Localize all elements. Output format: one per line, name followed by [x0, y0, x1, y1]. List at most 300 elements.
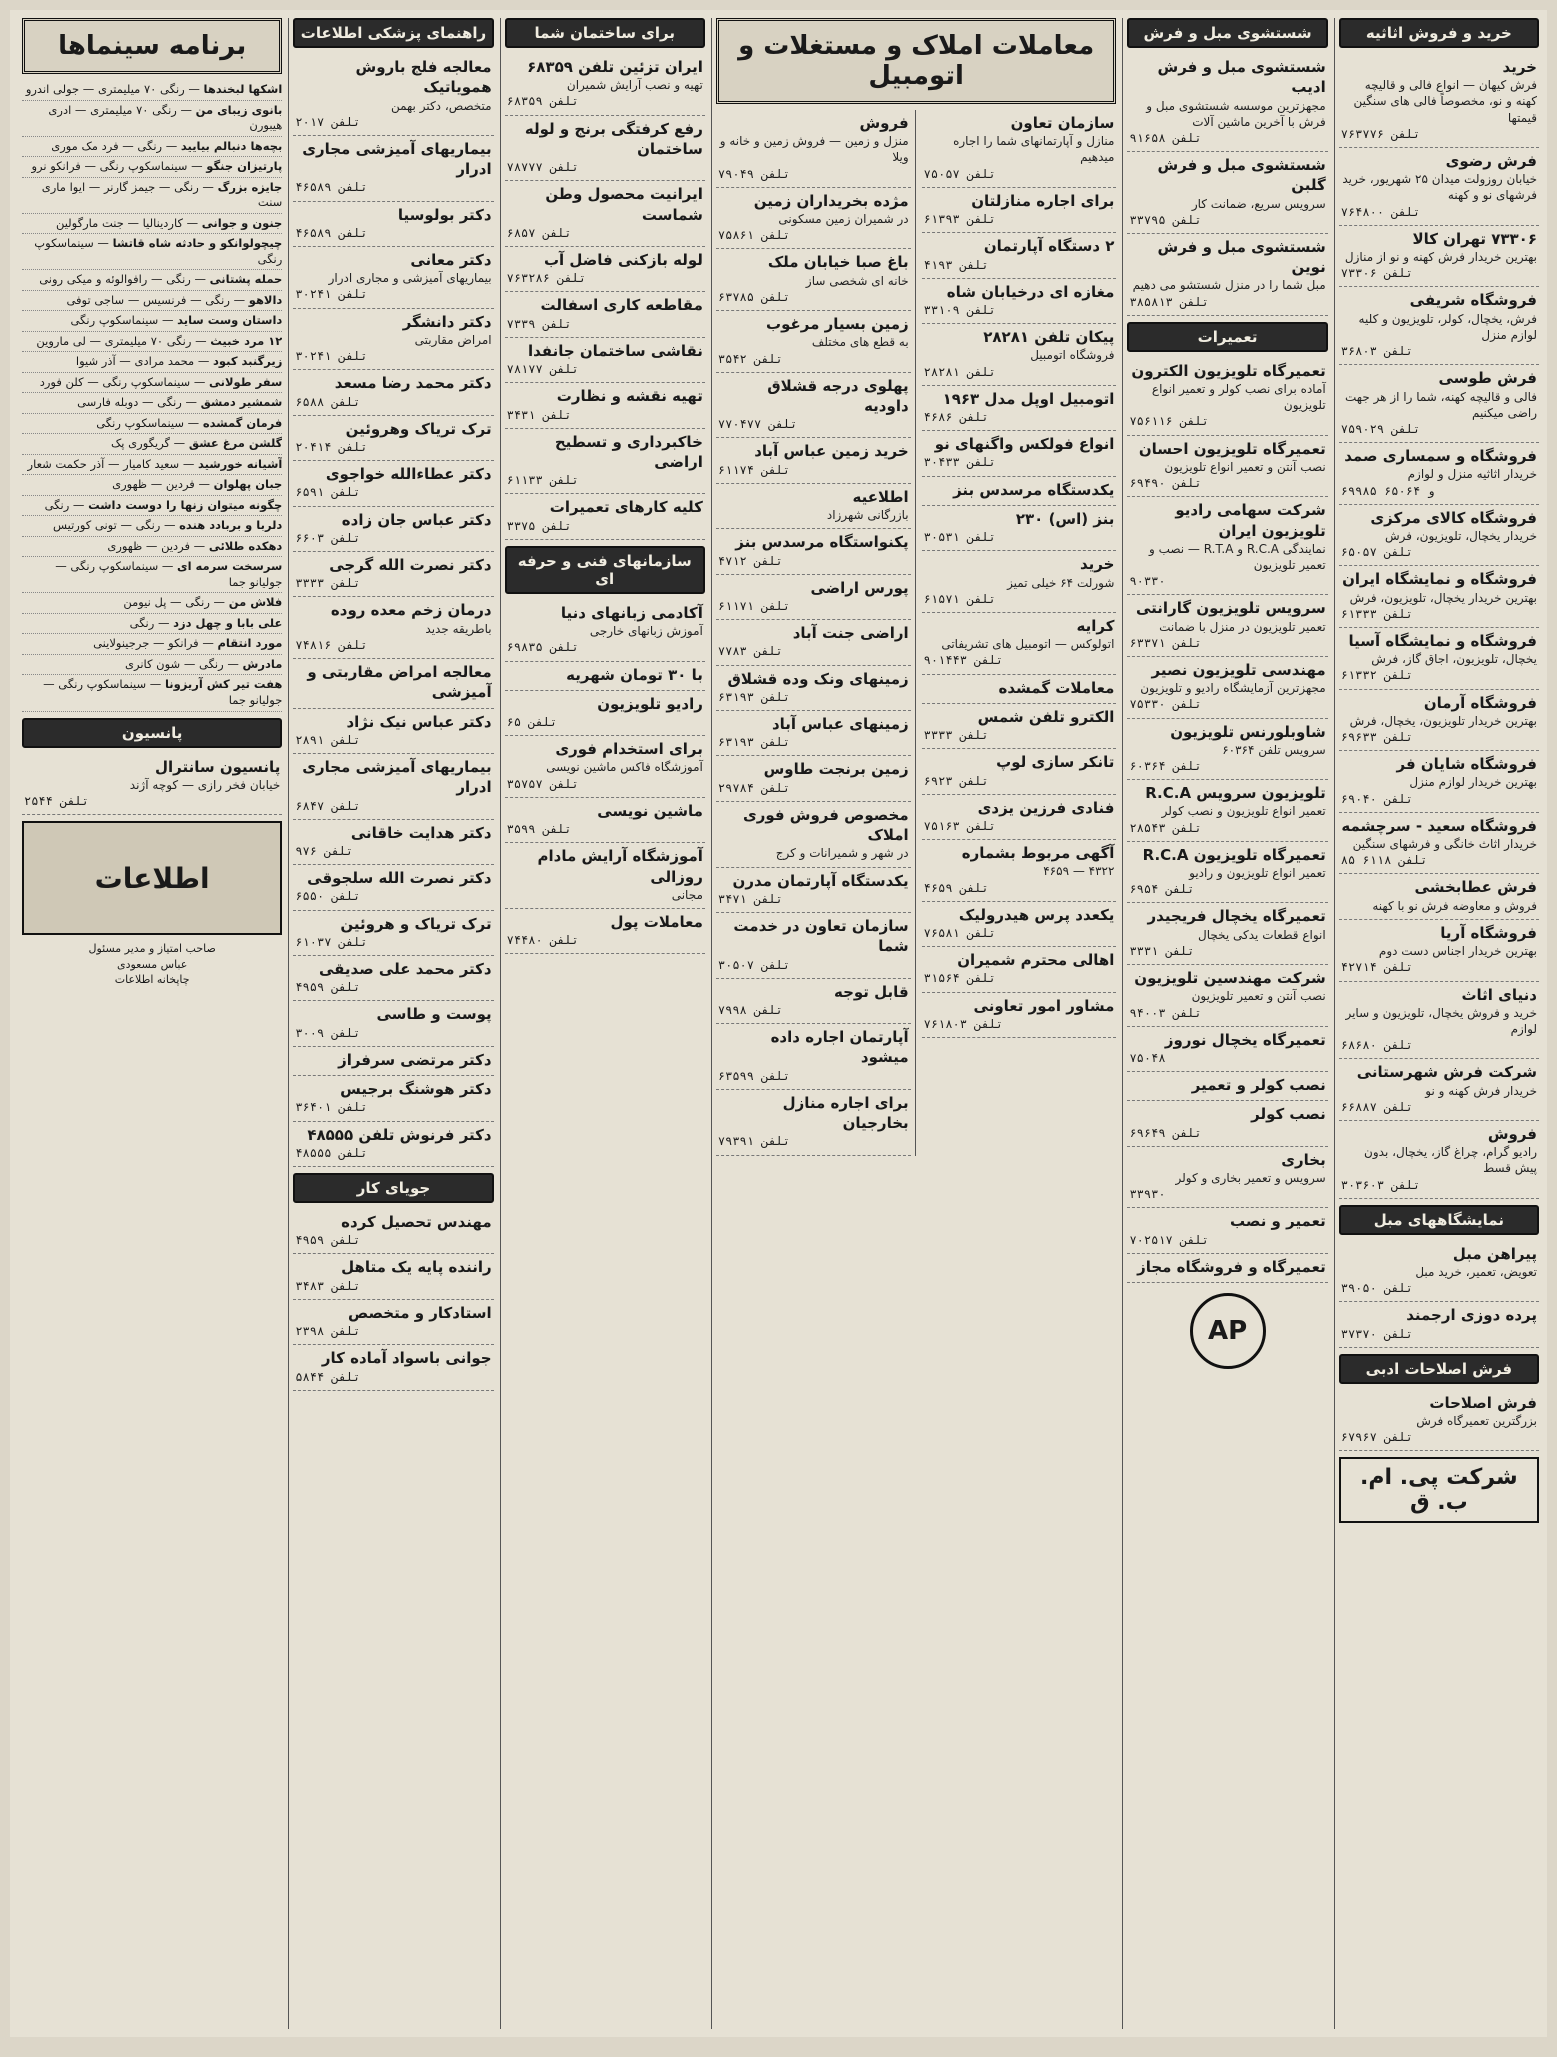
ad-title: فروشگاه شریفی — [1409, 291, 1537, 310]
ad-phone: تلفن ۶۹۲۳ — [923, 773, 989, 788]
ad-body: انواع قطعات یدکی یخچال — [1198, 927, 1326, 942]
cinema-listing — [22, 634, 282, 655]
ad-phone: تلفن ۲۳۹۸ — [295, 1324, 361, 1339]
film-info: — کاردینالیا — جنت مارگولین — [55, 215, 202, 230]
section-header-cleaning: شستشوی مبل و فرش — [1127, 18, 1327, 48]
ad-phone: تلفن ۶۱۰۳۷ — [295, 934, 368, 949]
ad-title: تعمیرگاه و فروشگاه مجاز — [1137, 1257, 1326, 1276]
ad-phone: تلفن ۶۳۱۹۳ — [717, 689, 791, 704]
classified-ad — [293, 136, 493, 202]
ad-phone: تلفن ۶۵۹۱ — [295, 485, 361, 500]
ad-phone: تلفن ۷۷۸۳ — [717, 644, 783, 659]
film-title: فرمان گمشده — [202, 415, 283, 430]
classified-ad — [1127, 436, 1327, 498]
ad-body: آماده برای نصب کولر و تعمیر انواع تلویزیون — [1151, 382, 1326, 413]
classified-ad — [293, 1209, 493, 1254]
ad-title: پیراهن مبل — [1452, 1244, 1537, 1263]
film-info: — سینماسکوپ رنگی — کلن فورد — [39, 374, 210, 389]
ad-phone: ۶۹۹۸۵ و ۶۵۰۶۴ — [1340, 483, 1435, 498]
classified-ad — [1339, 54, 1539, 148]
classified-ad — [505, 600, 705, 662]
film-title: جبان پهلوان — [213, 477, 283, 492]
film-title: حمله پشتانی — [209, 272, 283, 287]
classified-ad — [1339, 1121, 1539, 1199]
film-info: — فردین — ظهوری — [107, 538, 209, 553]
ad-body: خانه ای شخصی ساز — [805, 273, 909, 288]
ap-logo-icon: AP — [1190, 1293, 1266, 1369]
ad-phone: تلفن ۶۱۱۷۱ — [717, 598, 791, 613]
film-title: اشکها لبخندها — [203, 82, 283, 96]
ad-phone: تلفن ۴۹۵۹ — [295, 1233, 361, 1248]
film-info: — سینماسکوپ رنگی — جولیانو جما — [43, 677, 283, 707]
cinema-listing — [22, 80, 282, 101]
section-header-furniture: خرید و فروش اثاثیه — [1339, 18, 1539, 48]
classified-ad — [505, 736, 705, 798]
ad-title: فرش اصلاحات — [1429, 1393, 1537, 1412]
ad-title: پوست و طاسی — [376, 1005, 492, 1024]
classified-ad — [922, 947, 1117, 992]
ad-title: فروشگاه سعید - سرچشمه — [1341, 816, 1537, 835]
ad-phone: تلفن ۷۹۹۸ — [717, 1002, 783, 1017]
classified-ad — [1127, 152, 1327, 234]
cinema-listing — [22, 516, 282, 537]
ad-title: ترک تریاک و هروئین — [340, 914, 492, 933]
ad-title: زمین بسیار مرغوب — [766, 315, 909, 334]
ad-phone: تلفن ۳۳۷۹۵ — [1129, 212, 1202, 227]
ad-phone: تلفن ۳۳۳۳ — [295, 576, 361, 591]
cinema-listing — [22, 178, 282, 214]
ad-phone: تلفن ۷۳۳۰۶ — [1340, 266, 1413, 281]
cinema-listing — [22, 234, 282, 270]
film-info: — سینماسکوپ رنگی — [34, 236, 283, 266]
ad-body: بازرگانی شهرزاد — [826, 508, 909, 523]
ad-phone: تلفن ۷۳۳۹ — [506, 316, 572, 331]
ad-phone: تلفن ۳۰۲۴۱ — [295, 287, 368, 302]
ad-phone: تلفن ۶۱۱۸ ۸۵ — [1340, 853, 1428, 868]
section-header-vocational: سازمانهای فنی و حرفه ای — [505, 546, 705, 594]
ad-phone: تلفن ۶۳۱۹۳ — [717, 735, 791, 750]
ad-phone: تلفن ۳۳۷۵ — [506, 518, 572, 533]
classified-ad — [505, 843, 705, 909]
classified-ad — [716, 1090, 911, 1156]
ad-phone: تلفن ۴۶۵۹ — [923, 880, 989, 895]
ad-title: نقاشی ساختمان جانفدا — [527, 341, 703, 360]
ad-title: معالجه امراض مقاربتی و آمیزشی — [307, 663, 492, 702]
ad-title: دکتر هوشنگ برجیس — [340, 1080, 492, 1099]
ad-title: تعمیرگاه تلویزیون R.C.A — [1142, 845, 1326, 864]
ad-phone: تلفن ۵۸۴۴ — [295, 1369, 361, 1384]
ad-phone: تلفن ۶۸۴۷ — [295, 798, 361, 813]
ad-body: شورلت ۶۴ خیلی تمیز — [1007, 575, 1115, 590]
ad-body: تعمیر انواع تلویزیون و رادیو — [1189, 866, 1326, 881]
ad-phone: تلفن ۲۸۹۱ — [295, 732, 361, 747]
ad-title: دکتر هدایت خاقانی — [350, 823, 492, 842]
ad-list — [293, 1209, 493, 1391]
ad-phone: تلفن ۳۳۱۰۹ — [923, 302, 996, 317]
ad-body: بهترین خریدار یخچال، تلویزیون، فرش — [1349, 590, 1537, 605]
ad-title: استادکار و متخصص — [348, 1303, 492, 1322]
ad-phone: تلفن ۹۴۰۰۳ — [1129, 1005, 1202, 1020]
ad-title: برای استخدام فوری — [555, 740, 703, 759]
film-info: — رنگی — فرنسیس — ساجی توفی — [66, 292, 249, 307]
film-title: گلشن مرغ عشق — [188, 436, 283, 451]
ad-body: فرش کیهان — انواع فالی و قالیچه کهنه و نو، مخصوصاً فالی های سنگین قیمتها — [1353, 78, 1537, 125]
ad-title: تهیه نقشه و نظارت — [556, 387, 703, 406]
ad-title: مخصوص فروش فوری املاک — [742, 805, 909, 845]
ad-title: دکتر عباس نیک نژاد — [346, 712, 492, 731]
ad-phone: تلفن ۶۹۶۳۳ — [1340, 730, 1413, 744]
ad-phone: تلفن ۳۳۳۱ — [1129, 943, 1195, 958]
ad-title: کرایه — [1076, 616, 1115, 635]
classified-ad — [1127, 1147, 1327, 1209]
ad-title: انواع فولکس واگنهای نو — [934, 435, 1115, 454]
cinema-listing — [22, 291, 282, 312]
classified-ad — [1127, 54, 1327, 152]
classified-ad — [922, 188, 1117, 233]
ad-phone: تلفن ۷۴۸۱۶ — [295, 637, 368, 652]
ad-phone: تلفن ۷۶۳۷۷۶ — [1340, 126, 1421, 141]
ad-body: خریدار فرش کهنه و نو — [1425, 1083, 1537, 1098]
ad-phone: تلفن ۷۹۳۹۱ — [717, 1134, 791, 1149]
ad-title: دکتر محمد رضا مسعد — [334, 374, 492, 393]
cinema-listing — [22, 455, 282, 476]
film-info: — رنگی — فرد مک موری — [51, 138, 181, 153]
ad-phone: تلفن ۴۶۵۸۹ — [295, 180, 368, 195]
ad-title: ایران تزئین تلفن ۶۸۳۵۹ — [527, 58, 703, 76]
classified-ad — [1127, 1072, 1327, 1101]
cinema-listing — [22, 537, 282, 558]
classified-ad — [1127, 358, 1327, 436]
ad-phone: تلفن ۶۸۵۷ — [506, 225, 572, 240]
classified-ad — [922, 506, 1117, 551]
ad-phone: تلفن ۳۶۴۰۱ — [295, 1100, 368, 1115]
ad-phone: تلفن ۶۳۵۹۹ — [717, 1068, 791, 1083]
ad-phone: تلفن ۶۸۳۵۹ — [506, 94, 579, 109]
cinema-listing — [22, 414, 282, 435]
cinema-listing — [22, 614, 282, 635]
classified-ad — [716, 373, 911, 439]
cinema-listing — [22, 137, 282, 158]
ad-phone: تلفن ۳۰۲۴۱ — [295, 349, 368, 364]
ad-body: خیابان فخر رازی — کوچه آژند — [129, 777, 281, 792]
ad-phone: ۷۵۰۴۸ — [1129, 1050, 1166, 1065]
ad-phone: تلفن ۷۸۱۷۷ — [506, 362, 579, 377]
ad-title: تعمیرگاه تلویزیون احسان — [1138, 439, 1326, 458]
column-medical — [288, 18, 493, 2029]
ad-phone: تلفن ۳۹۰۵۰ — [1340, 1281, 1413, 1296]
classified-ad — [1127, 842, 1327, 904]
film-title: جایزه بزرگ — [217, 179, 283, 194]
ad-phone: تلفن ۴۱۹۳ — [923, 257, 989, 272]
ad-title: پهلوی درجه قشلاق داودیه — [767, 376, 909, 415]
film-info: — محمد مرادی — آذر شیوا — [75, 354, 214, 369]
company-stamp: شرکت پی. ام. ب. ق — [1339, 1457, 1539, 1523]
classified-ad — [1339, 566, 1539, 628]
classified-ad — [293, 820, 493, 865]
classified-ad — [293, 754, 493, 820]
film-info: — رنگی — [129, 615, 174, 630]
section-header-job-seekers: جویای کار — [293, 1173, 493, 1203]
classified-ad — [293, 552, 493, 597]
classified-ad — [922, 902, 1117, 947]
ad-body: بیماریهای آمیزشی و مجاری ادرار — [328, 271, 492, 286]
ad-phone: تلفن ۲۸۵۴۳ — [1129, 820, 1202, 835]
ad-title: ماشین نویسی — [597, 801, 703, 820]
film-title: جنون و جوانی — [201, 215, 283, 230]
ad-title: آپارتمان اجاره داده میشود — [770, 1028, 909, 1067]
film-info: — فردین — ظهوری — [112, 477, 214, 492]
ad-phone: تلفن ۶۱۳۳۳ — [1340, 606, 1413, 621]
ad-body: بهترین خریدار اجناس دست دوم — [1378, 944, 1537, 959]
ad-body: در شمیران زمین مسکونی — [778, 212, 909, 227]
film-info: — سعید کامیار — آذر حکمت شعار — [27, 456, 198, 471]
film-title: هفت تیر کش آریزونا — [164, 677, 283, 692]
newspaper-masthead: اطلاعات — [22, 821, 282, 935]
film-info: — سینماسکوپ رنگی — [96, 415, 203, 430]
ad-title: فروشگاه و نمایشگاه آسیا — [1348, 631, 1537, 650]
classified-ad — [1339, 1390, 1539, 1452]
cinema-listing — [22, 270, 282, 291]
classified-ad — [716, 979, 911, 1024]
ad-phone: تلفن ۶۳۷۸۵ — [717, 289, 791, 304]
classified-ad — [1127, 719, 1327, 781]
cinema-listing — [22, 393, 282, 414]
classified-ad — [1339, 874, 1539, 919]
ad-phone: تلفن ۹۱۶۵۸ — [1129, 130, 1202, 145]
ad-body: رادیو گرام، چراغ گاز، یخچال، بدون پیش قسط — [1364, 1145, 1537, 1176]
film-info: — رنگی ۷۰ میلیمتری — لی ماروین — [36, 333, 211, 348]
section-header-furniture-showrooms: نمایشگاههای مبل — [1339, 1205, 1539, 1235]
film-info: — رنگی — جیمز گارنر — ایوا ماری سنت — [41, 179, 283, 210]
ad-title: فروشگاه و نمایشگاه ایران — [1342, 570, 1537, 589]
classified-ad — [716, 249, 911, 311]
section-header-pension: پانسیون — [22, 718, 282, 748]
ad-list — [1127, 54, 1327, 316]
ad-body: تعویض، تعمیر، خرید مبل — [1415, 1265, 1537, 1279]
printer-line: چاپخانه اطلاعات — [114, 972, 190, 986]
classified-ad — [1127, 1101, 1327, 1146]
ad-body: سرویس سریع، ضمانت کار — [1191, 196, 1326, 211]
ad-body: مجانی — [671, 887, 703, 902]
ad-phone: ۳۳۹۳۰ — [1129, 1187, 1166, 1202]
classified-ad — [922, 324, 1117, 386]
ad-title: آگهی مربوط بشماره — [961, 844, 1115, 863]
ad-phone: تلفن ۹۷۶ — [295, 843, 354, 858]
film-title: آشیانه خورشید — [198, 456, 283, 471]
ad-title: دکتر فرنوش تلفن ۴۸۵۵۵ — [307, 1125, 492, 1144]
film-info: — فرانکو — جرجینولاینی — [93, 636, 218, 651]
classified-ad — [922, 279, 1117, 324]
ad-phone: تلفن ۶۹۸۳۵ — [506, 640, 579, 655]
ad-title: شستشوی مبل و فرش گلبن — [1157, 156, 1326, 195]
ad-phone: تلفن ۳۰۳۶۰۳ — [1340, 1177, 1421, 1192]
ad-body: آموزش زبانهای خارجی — [589, 624, 703, 639]
ad-title: یکدستگاه آپارتمان مدرن — [732, 871, 909, 890]
ad-list — [716, 110, 916, 1156]
ad-title: ترک تریاک وهروئین — [345, 419, 492, 438]
film-title: ۱۲ مرد خبیث — [210, 333, 283, 348]
ad-title: مغازه ای درخیابان شاه — [946, 282, 1115, 301]
ad-title: تعمیرگاه یخچال فریجیدر — [1147, 907, 1326, 926]
ad-phone: تلفن ۷۵۳۳۰ — [1129, 697, 1202, 712]
classified-ad — [293, 54, 493, 136]
classified-ad — [1339, 365, 1539, 443]
film-title: مورد انتقام — [217, 636, 283, 651]
ad-title: یکدستگاه مرسدس بنز — [953, 480, 1115, 499]
ad-body: خریدار اثاثیه منزل و لوازم — [1407, 467, 1537, 482]
ad-list — [505, 600, 705, 955]
ad-title: رفع کرفتگی برنج و لوله ساختمان — [524, 119, 703, 158]
cinema-listing — [22, 675, 282, 711]
ad-phone: تلفن ۳۸۵۸۱۳ — [1129, 294, 1209, 309]
classified-ad — [922, 233, 1117, 278]
ad-body: سرویس تلفن ۶۰۳۶۴ — [1222, 742, 1326, 757]
ad-title: مهندسی تلویزیون نصیر — [1151, 660, 1326, 679]
publisher-info — [22, 941, 282, 987]
ad-title: دکتر بولوسیا — [397, 205, 492, 224]
classified-ad — [716, 913, 911, 979]
ad-phone: تلفن ۲۹۷۸۴ — [717, 780, 791, 795]
ad-phone: تلفن ۶۱۳۳۲ — [1340, 668, 1413, 683]
ad-title: اتومبیل اوپل مدل ۱۹۶۳ — [942, 389, 1115, 408]
ad-body: تعمیر تلویزیون در منزل با ضمانت — [1159, 619, 1326, 634]
ad-title: فرش طوسی — [1438, 369, 1537, 388]
ad-title: پورس اراضی — [810, 578, 909, 597]
ad-title: خرید زمین عباس آباد — [754, 442, 909, 461]
ad-phone: تلفن ۳۵۹۹ — [506, 822, 572, 837]
section-header-building: برای ساختمان شما — [505, 18, 705, 48]
ad-phone: تلفن ۷۰۲۵۱۷ — [1129, 1232, 1209, 1247]
ad-title: ۷۳۳۰۶ تهران کالا — [1412, 229, 1537, 248]
classified-ad — [1127, 780, 1327, 842]
classified-ad — [293, 1300, 493, 1345]
ad-title: دکتر محمد علی صدیقی — [318, 960, 492, 978]
film-info: — رنگی ۷۰ میلیمتری — جولی اندرو — [25, 82, 204, 96]
ad-title: تعمیر و نصب — [1230, 1212, 1326, 1231]
ad-title: لوله بازکنی فاضل آب — [543, 251, 703, 269]
ad-title: دکتر عباس جان زاده — [341, 510, 492, 529]
classified-ad — [1127, 595, 1327, 657]
ad-title: دکتر مرتضی سرفراز — [338, 1050, 492, 1069]
ad-body: باطریقه جدید — [425, 621, 492, 636]
classified-ad — [505, 292, 705, 337]
film-title: زیرگنبد کبود — [213, 354, 283, 369]
film-title: چگونه میتوان زنها را دوست داشت — [88, 497, 283, 512]
ad-phone: تلفن ۶۵۰۵۷ — [1340, 545, 1413, 560]
ad-title: خاکبرداری و تسطیح اراضی — [554, 432, 703, 471]
ad-phone: تلفن ۶۹۵۴ — [1129, 882, 1195, 897]
classified-ad — [293, 865, 493, 910]
classified-ad — [505, 181, 705, 247]
ad-title: سرویس تلویزیون گارانتی — [1136, 599, 1326, 618]
ad-title: دنیای اثاث — [1461, 985, 1537, 1004]
classified-ad — [1127, 657, 1327, 719]
ad-title: فروشگاه شایان فر — [1396, 755, 1537, 774]
ad-title: برای اجاره منازلتان — [971, 191, 1115, 210]
ad-body: یخچال، تلویزیون، اجاق گاز، فرش — [1371, 652, 1537, 667]
ad-list — [22, 754, 282, 816]
classified-ad — [293, 659, 493, 709]
film-title: بچه‌ها دنبالم بیایید — [180, 138, 283, 153]
ad-body: منازل و آپارتمانهای شما را اجاره میدهیم — [953, 134, 1115, 165]
classified-ad — [1339, 1302, 1539, 1347]
column-furniture-trade — [1334, 18, 1539, 2029]
ad-body: خریدار یخچال، تلویزیون، فرش — [1384, 528, 1537, 543]
real-estate-subcolumns — [716, 110, 1117, 1156]
ad-title: فنادی فرزین یزدی — [977, 798, 1115, 817]
ad-body: خرید و فروش یخچال، تلویزیون و سایر لوازم — [1345, 1005, 1537, 1036]
ad-body: امراض مقاربتی — [414, 332, 492, 347]
classified-ad — [505, 116, 705, 182]
ad-body: فروشگاه اتومبیل — [1030, 348, 1115, 363]
ad-body: مجهزترین آزمایشگاه رادیو و تلویزیون — [1140, 681, 1326, 696]
ad-title: آموزشگاه آرایش مادام روزالی — [537, 847, 703, 886]
classified-ad — [922, 386, 1117, 431]
classified-ad — [922, 993, 1117, 1038]
ad-title: برای اجاره منازل بخارجیان — [782, 1093, 909, 1133]
classified-ad — [922, 613, 1117, 675]
classified-ad — [1339, 1241, 1539, 1303]
ad-body: متخصص، دکتر بهمن — [390, 98, 492, 113]
ad-phone: تلفن ۷۸۷۷۷ — [506, 160, 579, 175]
ad-title: ایرانیت محصول وطن شماست — [545, 185, 703, 224]
classified-ad — [716, 529, 911, 574]
classified-ad — [1127, 965, 1327, 1027]
classified-ad — [1127, 903, 1327, 965]
ad-title: فروشگاه و سمساری صمد — [1344, 447, 1537, 466]
ad-phone: ۹۰۳۳۰ — [1129, 574, 1166, 589]
ad-phone: تلفن ۶۰۳۶۴ — [1129, 759, 1202, 773]
ad-phone: تلفن ۴۷۱۲ — [717, 553, 783, 568]
ad-phone: تلفن ۶۱۱۳۳ — [506, 473, 579, 488]
film-title: علی بابا و چهل دزد — [173, 615, 283, 630]
ad-title: معالجه فلج باروش همویاتیک — [355, 58, 492, 97]
film-title: سفر طولانی — [209, 374, 283, 389]
classified-ad — [1339, 920, 1539, 982]
classified-ad — [1339, 1059, 1539, 1121]
ad-title: سازمان تعاون — [1010, 114, 1115, 132]
ad-body: مجهزترین موسسه شستشوی مبل و فرش با آخرین ماشین آلات — [1146, 98, 1326, 129]
ad-body: خریدار اثاث خانگی و فرشهای سنگین — [1352, 837, 1537, 852]
film-title: دلربا و بربادد هنده — [179, 518, 283, 533]
film-info: — رنگی — دوبله فارسی — [77, 395, 201, 410]
ad-phone: تلفن ۳۱۵۶۴ — [923, 971, 996, 986]
cinema-listing — [22, 593, 282, 614]
ad-body: منزل و زمین — فروش زمین و خانه و ویلا — [719, 134, 909, 165]
ad-title: مژده بخریداران زمین — [753, 191, 909, 210]
ad-phone: تلفن ۷۵۱۶۳ — [923, 818, 996, 833]
ad-body: خیابان روزولت میدان ۲۵ شهریور، خرید فرشهای نو و کهنه — [1342, 172, 1537, 203]
classified-ad — [293, 202, 493, 247]
classified-ad — [293, 247, 493, 309]
column-building — [500, 18, 705, 2029]
classified-ad — [293, 911, 493, 956]
ad-body: مبل شما را در منزل شستشو می دهیم — [1132, 278, 1326, 293]
classified-ad — [922, 551, 1117, 613]
ad-title: شستشوی مبل و فرش نوین — [1157, 237, 1326, 277]
classified-ad — [293, 370, 493, 415]
ad-title: فروشگاه آرمان — [1423, 693, 1537, 712]
classified-ad — [1339, 443, 1539, 505]
ad-body: بهترین خریدار تلویزیون، یخچال، فرش — [1349, 713, 1537, 728]
ad-phone: تلفن ۷۹۰۴۹ — [717, 166, 791, 181]
section-header-medical: راهنمای پزشکی اطلاعات — [293, 18, 493, 48]
classified-ad — [505, 383, 705, 428]
classifieds-page — [10, 10, 1547, 2037]
ad-phone: تلفن ۹۰۱۴۴۳ — [923, 653, 1004, 668]
ad-phone: تلفن ۷۵۹۰۲۹ — [1340, 421, 1421, 436]
ad-phone: تلفن ۷۵۰۵۷ — [923, 166, 996, 181]
